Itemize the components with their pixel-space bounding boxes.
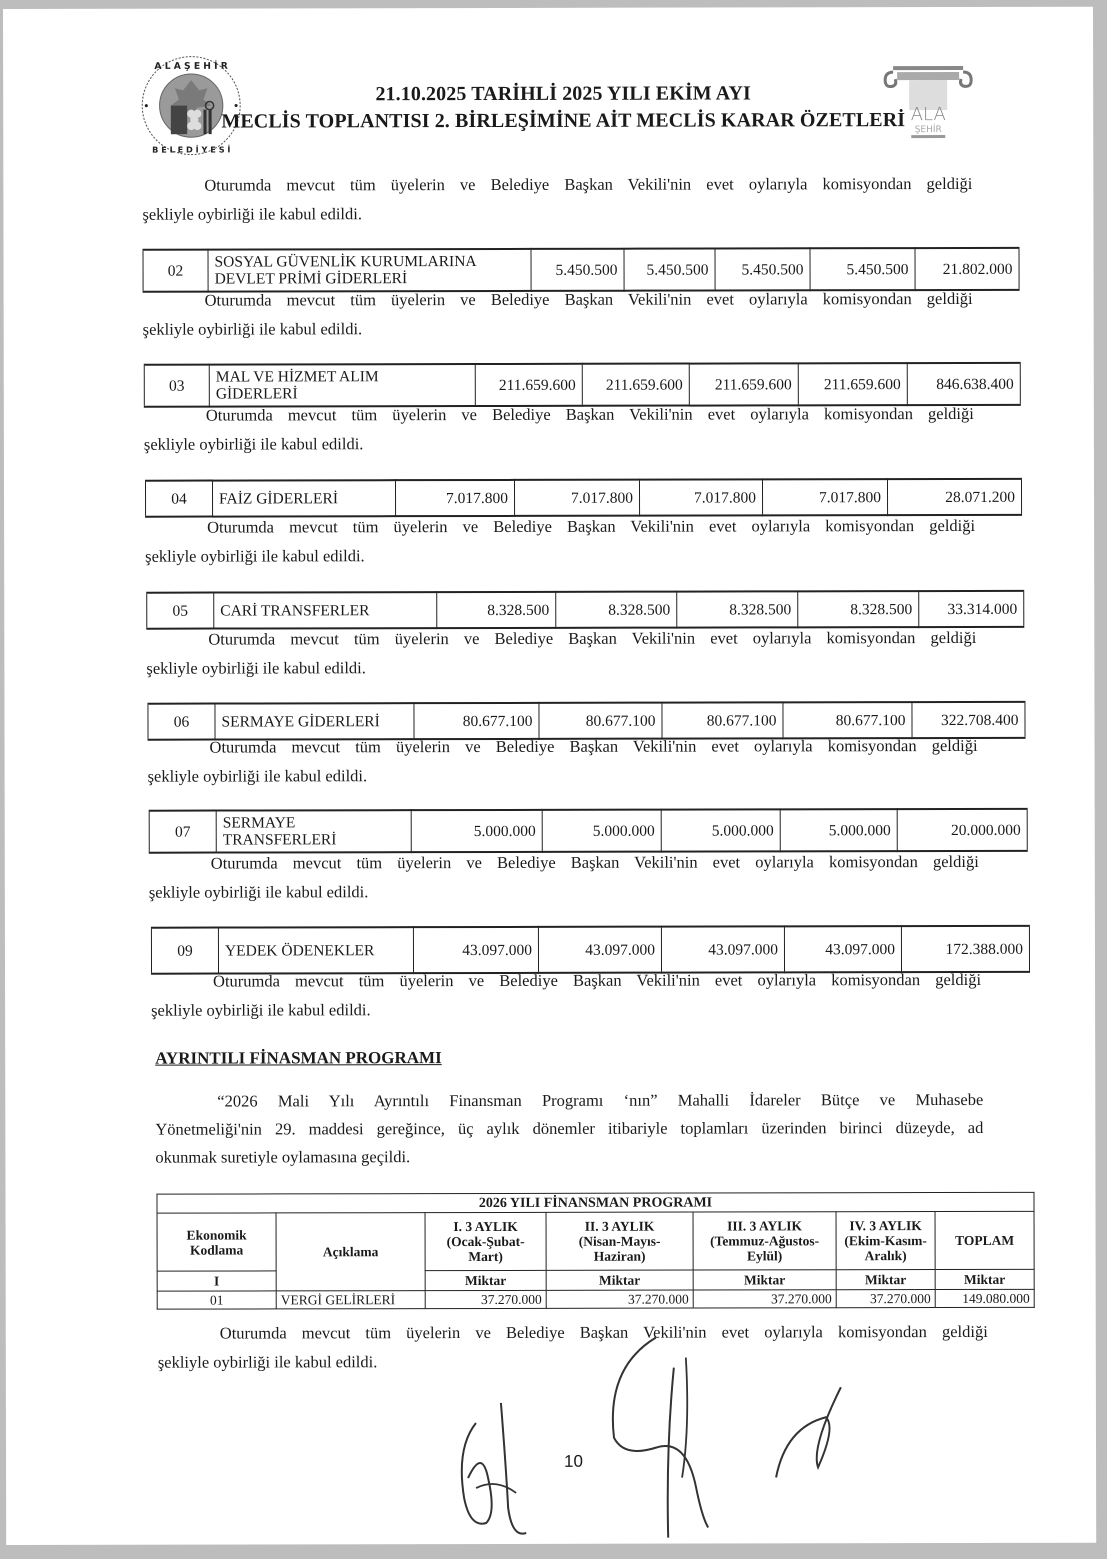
q3-cell: 211.659.600 xyxy=(689,363,798,405)
q3-cell: 8.328.500 xyxy=(677,591,798,627)
name-cell: MAL VE HİZMET ALIM GİDERLERİ xyxy=(209,364,475,407)
table-row xyxy=(149,809,1027,853)
q1-cell: 43.097.000 xyxy=(413,927,538,973)
total-cell: 322.708.400 xyxy=(912,702,1025,738)
q1-cell: 5.450.500 xyxy=(531,249,624,291)
decision-paragraph: Oturumda mevcut tüm üyelerin ve Belediye Başkan Vekili'nin evet oylarıyla komisyondan geldiği şekliyle oybirliği ile kabul edildi. xyxy=(147,735,978,786)
q1-cell: 211.659.600 xyxy=(475,364,582,406)
name-cell: FAİZ GİDERLERİ xyxy=(212,480,395,516)
q4-cell: 37.270.000 xyxy=(836,1290,935,1308)
document-page xyxy=(3,7,1096,1545)
q2-cell: 7.017.800 xyxy=(514,480,639,516)
unit-q3: Miktar xyxy=(693,1270,836,1290)
header-q2: II. 3 AYLIK (Nisan-Mayıs- Haziran) xyxy=(546,1212,693,1270)
svg-text:ŞEHİR: ŞEHİR xyxy=(914,125,942,136)
decision-paragraph: Oturumda mevcut tüm üyelerin ve Belediye Başkan Vekili'nin evet oylarıyla komisyondan geldiği şekliyle oybirliği ile kabul edildi. xyxy=(142,173,973,224)
q1-cell: 80.677.100 xyxy=(414,703,539,739)
header-q4: IV. 3 AYLIK (Ekim-Kasım- Aralık) xyxy=(836,1212,935,1270)
svg-text:B E L E D İ Y E S İ: B E L E D İ Y E S İ xyxy=(152,144,231,155)
svg-text:ALA: ALA xyxy=(910,104,946,126)
name-cell: YEDEK ÖDENEKLER xyxy=(218,927,413,973)
code-cell: 06 xyxy=(148,704,215,740)
decision-paragraph: Oturumda mevcut tüm üyelerin ve Belediye Başkan Vekili'nin evet oylarıyla komisyondan geldiği şekliyle oybirliği ile kabul edildi. xyxy=(146,627,977,678)
total-cell: 149.080.000 xyxy=(935,1289,1034,1307)
header-title-line1: 21.10.2025 TARİHLİ 2025 YILI EKİM AYI xyxy=(375,82,751,106)
q4-cell: 80.677.100 xyxy=(783,702,912,738)
page-number: 10 xyxy=(564,1451,583,1471)
decision-paragraph: Oturumda mevcut tüm üyelerin ve Belediye Başkan Vekili'nin evet oylarıyla komisyondan geldiği şekliyle oybirliği ile kabul edildi. xyxy=(148,851,979,902)
total-cell: 846.638.400 xyxy=(907,363,1020,405)
q2-cell: 211.659.600 xyxy=(582,364,689,406)
q3-cell: 5.000.000 xyxy=(661,809,780,851)
signatures-icon xyxy=(446,1327,866,1558)
desc-cell: VERGİ GELİRLERİ xyxy=(276,1291,425,1309)
q4-cell: 7.017.800 xyxy=(762,479,887,515)
total-cell: 28.071.200 xyxy=(887,479,1021,515)
q3-cell: 7.017.800 xyxy=(639,479,762,515)
q2-cell: 43.097.000 xyxy=(538,927,661,973)
header-description: Açıklama xyxy=(276,1213,425,1291)
header-title-line2: MECLİS TOPLANTISI 2. BİRLEŞİMİNE AİT MECLİS KARAR ÖZETLERİ xyxy=(221,109,906,133)
q2-cell: 5.450.500 xyxy=(624,249,715,291)
code-cell: 07 xyxy=(149,811,216,853)
header-q1: I. 3 AYLIK (Ocak-Şubat- Mart) xyxy=(425,1212,546,1270)
q2-cell: 80.677.100 xyxy=(539,703,662,739)
q2-cell: 5.000.000 xyxy=(542,810,661,852)
q1-cell: 7.017.800 xyxy=(395,480,514,516)
q3-cell: 5.450.500 xyxy=(715,248,810,290)
finance-table-title: 2026 YILI FİNANSMAN PROGRAMI xyxy=(157,1192,1034,1213)
unit-total: Miktar xyxy=(935,1269,1034,1289)
q4-cell: 5.450.500 xyxy=(810,248,915,290)
q1-cell: 5.000.000 xyxy=(411,810,542,852)
header-code: Ekonomik Kodlama xyxy=(157,1213,276,1271)
unit-q4: Miktar xyxy=(836,1270,935,1290)
name-cell: SERMAYE TRANSFERLERİ xyxy=(216,810,411,852)
code-cell: 02 xyxy=(143,250,208,292)
decision-paragraph: Oturumda mevcut tüm üyelerin ve Belediye Başkan Vekili'nin evet oylarıyla komisyondan geldiği şekliyle oybirliği ile kabul edildi. xyxy=(142,288,973,339)
q3-cell: 43.097.000 xyxy=(661,926,784,972)
finance-program-table xyxy=(156,1192,1034,1310)
q1-cell: 37.270.000 xyxy=(425,1290,546,1308)
q2-cell: 37.270.000 xyxy=(546,1290,693,1308)
name-cell: SOSYAL GÜVENLİK KURUMLARINA DEVLET PRİMİ GİDERLERİ xyxy=(208,249,531,292)
level-cell: I xyxy=(157,1271,276,1291)
code-cell: 03 xyxy=(144,365,209,407)
decision-paragraph: Oturumda mevcut tüm üyelerin ve Belediye Başkan Vekili'nin evet oylarıyla komisyondan geldiği şekliyle oybirliği ile kabul edildi. xyxy=(157,1321,988,1372)
name-cell: CARİ TRANSFERLER xyxy=(214,592,437,628)
total-cell: 33.314.000 xyxy=(919,591,1024,627)
q4-cell: 211.659.600 xyxy=(798,363,907,405)
q3-cell: 80.677.100 xyxy=(662,702,783,738)
name-cell: SERMAYE GİDERLERİ xyxy=(215,703,414,739)
total-cell: 172.388.000 xyxy=(901,926,1029,972)
svg-text:A L A Ş E H İ R: A L A Ş E H İ R xyxy=(154,60,228,72)
q4-cell: 8.328.500 xyxy=(798,591,919,627)
total-cell: 20.000.000 xyxy=(897,809,1027,851)
decision-paragraph: Oturumda mevcut tüm üyelerin ve Belediye Başkan Vekili'nin evet oylarıyla komisyondan geldiği şekliyle oybirliği ile kabul edildi. xyxy=(151,969,982,1020)
total-cell: 21.802.000 xyxy=(915,248,1019,290)
table-row xyxy=(157,1289,1034,1309)
header-q3: III. 3 AYLIK (Temmuz-Ağustos- Eylül) xyxy=(693,1212,836,1270)
decision-paragraph: Oturumda mevcut tüm üyelerin ve Belediye Başkan Vekili'nin evet oylarıyla komisyondan geldiği şekliyle oybirliği ile kabul edildi. xyxy=(143,403,974,454)
code-cell: 04 xyxy=(145,481,212,517)
header-total: TOPLAM xyxy=(935,1211,1034,1269)
q4-cell: 43.097.000 xyxy=(784,926,901,972)
unit-q2: Miktar xyxy=(546,1270,693,1290)
code-cell: 09 xyxy=(151,928,218,974)
unit-q1: Miktar xyxy=(425,1270,546,1290)
q4-cell: 5.000.000 xyxy=(780,809,897,851)
code-cell: 01 xyxy=(157,1291,276,1309)
q2-cell: 8.328.500 xyxy=(556,592,677,628)
intro-paragraph: “2026 Mali Yılı Ayrıntılı Finansman Programı ‘nın” Mahalli İdareler Bütçe ve Muhasebe Yönetmeliği'nin 29. maddesi gereğince, üç aylık dönemler itibariyle toplamları üzerinden birinci düzeyde, ad okunmak suretiyle oylamasına geçildi. xyxy=(155,1089,984,1167)
code-cell: 05 xyxy=(147,593,214,629)
section-title: AYRINTILI FİNASMAN PROGRAMI xyxy=(155,1048,442,1068)
decision-paragraph: Oturumda mevcut tüm üyelerin ve Belediye Başkan Vekili'nin evet oylarıyla komisyondan geldiği şekliyle oybirliği ile kabul edildi. xyxy=(145,515,976,566)
q3-cell: 37.270.000 xyxy=(693,1290,836,1308)
q1-cell: 8.328.500 xyxy=(437,592,556,628)
